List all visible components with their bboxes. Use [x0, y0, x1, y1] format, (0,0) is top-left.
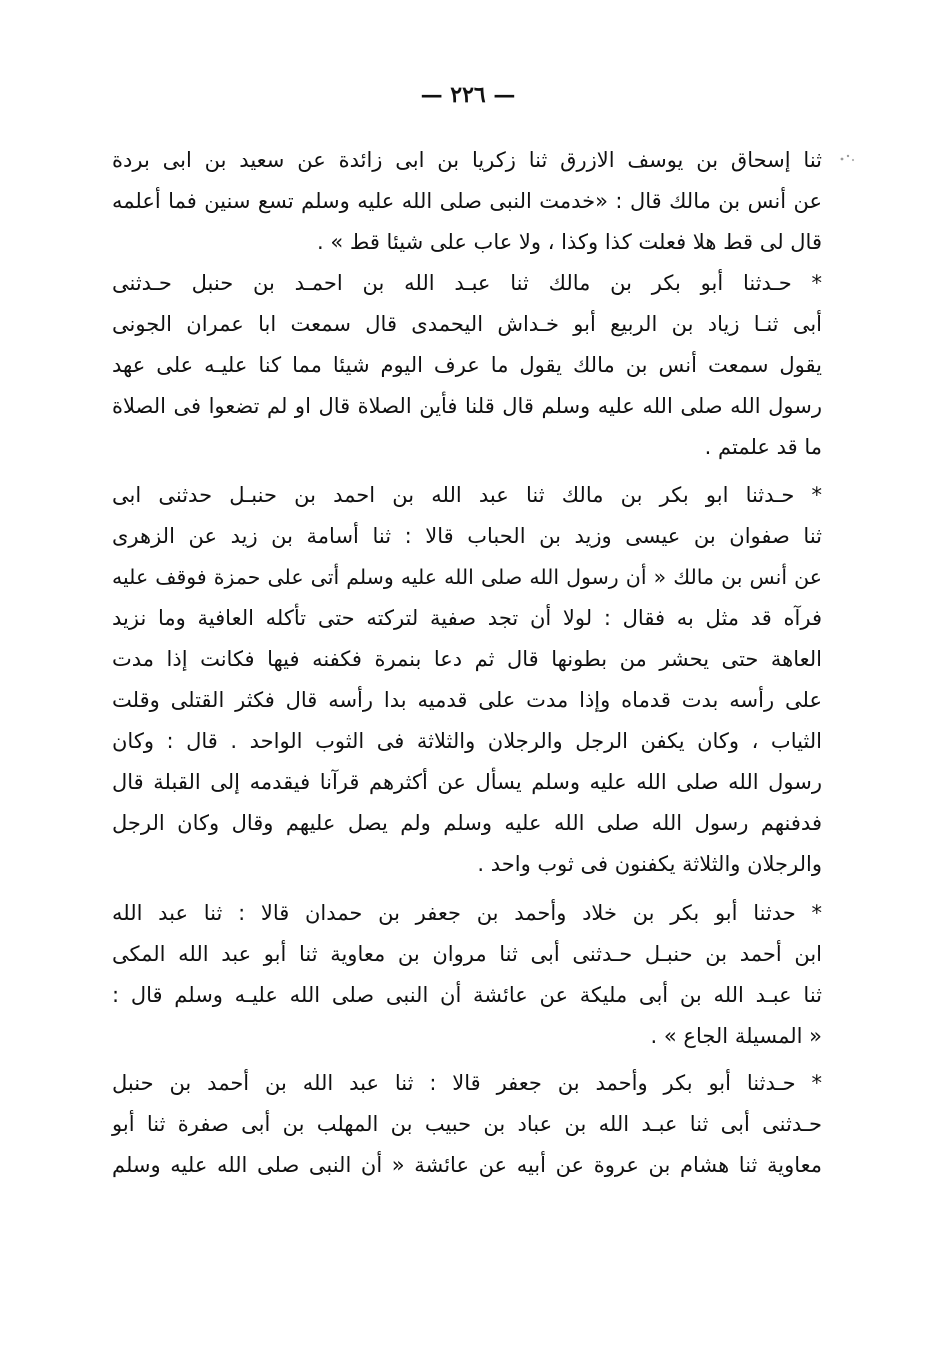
- paragraph-line: فرآه قد مثل به فقال : لولا أن تجد صفية لتركته حتى تأكله العافية وما نزيد: [112, 606, 822, 630]
- paragraph-line: ما قد علمتم .: [704, 435, 822, 459]
- paragraph-line: ابن أحمد بن حنبـل حـدثنى أبى ثنا مروان بن معاوية ثنا أبو عبد الله المكى: [112, 942, 822, 966]
- paragraph-line: يقول سمعت أنس بن مالك يقول ما عرف اليوم شيئا مما كنا عليـه على عهد: [112, 353, 822, 377]
- paragraph-line: فدفنهم رسول الله صلى الله عليه وسلم ولم يصل عليهم وقال وكان الرجل: [112, 811, 822, 835]
- paragraph-line: رسول الله صلى الله عليه وسلم قال قلنا فأين الصلاة قال او لم تضعوا فى الصلاة: [112, 394, 822, 418]
- paragraph-2: [112, 263, 822, 468]
- paragraph-1: [112, 140, 822, 263]
- paragraph-5: [112, 1063, 822, 1186]
- paragraph-line: ثنا عبـد الله بن أبى مليكة عن عائشة أن النبى صلى الله عليـه وسلم قال :: [112, 983, 822, 1007]
- paragraph-line: حـدثنى أبى ثنا عبـد الله بن عباد بن حبيب بن المهلب بن أبى صفرة ثنا أبو: [112, 1112, 822, 1136]
- paragraph-line: أبى ثنـا زياد بن الربيع أبو خـداش اليحمدى قال سمعت ابا عمران الجونى: [112, 312, 822, 336]
- paragraph-line: ثنا إسحاق بن يوسف الازرق ثنا زكريا بن ابى زائدة عن سعيد بن ابى بردة: [112, 148, 822, 172]
- paragraph-line: ثنا صفوان بن عيسى وزيد بن الحباب قالا : ثنا أسامة بن زيد عن الزهرى: [112, 524, 822, 548]
- paragraph-line: « المسيلة الجاع » .: [650, 1024, 822, 1048]
- paragraph-line: * حـدثنا ابو بكر بن مالك ثنا عبد الله بن احمد بن حنبـل حدثنى ابى: [112, 483, 822, 507]
- paragraph-line: على رأسه بدت قدماه وإذا مدت على قدميه بدا رأسه قال فكثر القتلى وقلت: [112, 688, 822, 712]
- paragraph-line: عن أنس بن مالك « أن رسول الله صلى الله عليه وسلم أتى على حمزة فوقف عليه: [112, 565, 822, 589]
- paragraph-line: معاوية ثنا هشام بن عروة عن أبيه عن عائشة « أن النبى صلى الله عليه وسلم: [112, 1153, 822, 1177]
- paragraph-line: الثياب ، وكان يكفن الرجل والرجلان والثلاثة فى الثوب الواحد . قال : وكان: [112, 729, 822, 753]
- page-number: — ٢٢٦ —: [420, 82, 516, 108]
- paragraph-line: * حـدثنا أبو بكر بن مالك ثنا عبـد الله بن احمـد بن حنبل حـدثنى: [112, 271, 822, 295]
- margin-annotation-mark: [838, 150, 856, 164]
- paragraph-line: والرجلان والثلاثة يكفنون فى ثوب واحد .: [477, 852, 822, 876]
- paragraph-line: * حدثنا أبو بكر بن خلاد وأحمد بن جعفر بن حمدان قالا : ثنا عبد الله: [112, 901, 822, 925]
- paragraph-line: عن أنس بن مالك قال : «خدمت النبى صلى الله عليه وسلم تسع سنين فما أعلمه: [112, 189, 822, 213]
- paragraph-line: * حـدثنا أبو بكر وأحمد بن جعفر قالا : ثنا عبد الله بن أحمد بن حنبل: [112, 1071, 822, 1095]
- paragraph-4: [112, 893, 822, 1057]
- paragraph-line: قال لى قط هلا فعلت كذا وكذا ، ولا عاب على شيئا قط » .: [317, 230, 822, 254]
- paragraph-line: العاهة حتى يحشر من بطونها قال ثم دعا بنمرة فكفنه فيها فكانت إذا مدت: [112, 647, 822, 671]
- paragraph-line: رسول الله صلى الله عليه وسلم يسأل عن أكثرهم قرآنا فيقدمه إلى القبلة قال: [112, 770, 822, 794]
- paragraph-3: [112, 475, 822, 885]
